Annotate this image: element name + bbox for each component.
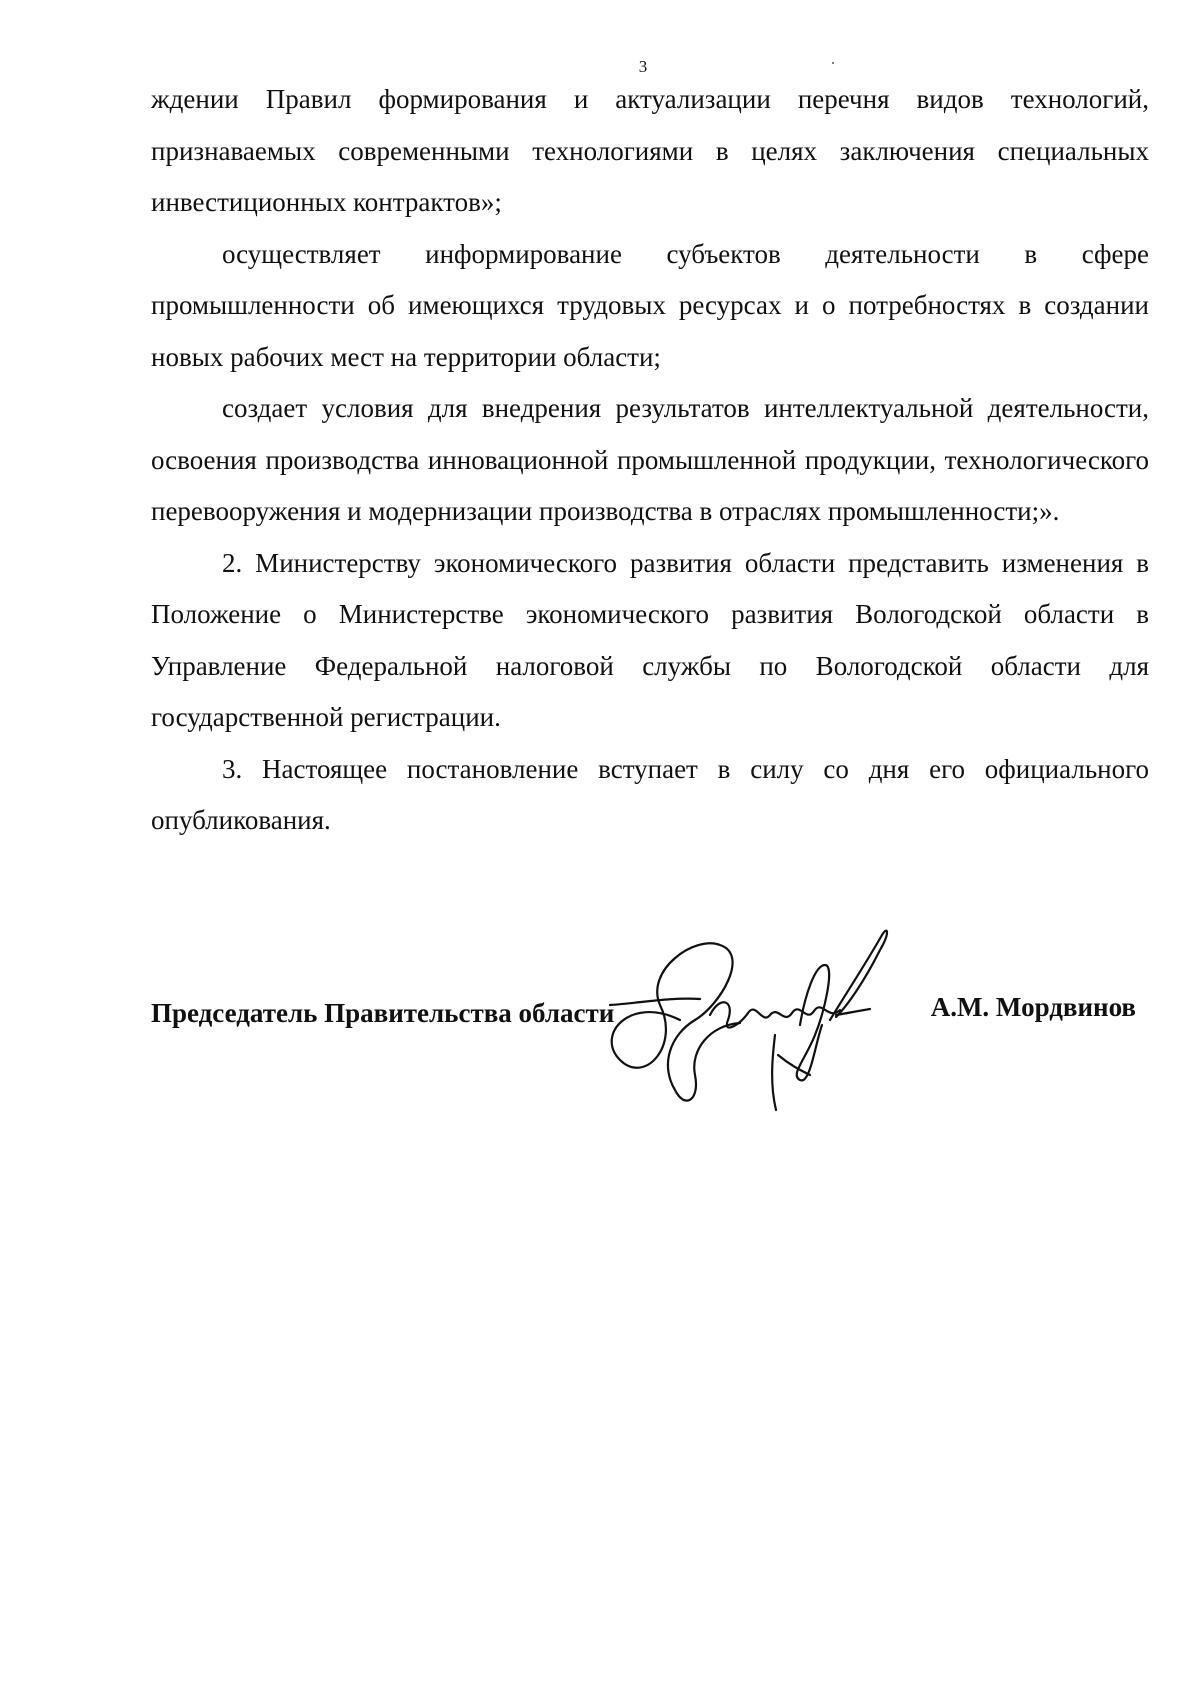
paragraph-2: осуществляет информирование субъектов деятельности в сфере промышленности об имеющихся трудовых ресурсах и о потребностях в создании новых рабочих мест на территории области; bbox=[151, 238, 1149, 372]
paragraph-1: ждении Правил формирования и актуализации перечня видов технологий, признаваемых современными технологиями в целях заключения специальных инвестиционных контрактов»; bbox=[151, 84, 1149, 217]
paragraph-5: 3. Настоящее постановление вступает в силу со дня его официального опубликования. bbox=[151, 753, 1149, 835]
paragraph-4: 2. Министерству экономического развития области представить изменения в Положение о Министерстве экономического развития Вологодской области в Управление Федеральной налоговой службы по Вологодской области для государственной регистрации. bbox=[151, 547, 1149, 732]
signatory-name: А.М. Мордвинов bbox=[930, 992, 1136, 1022]
signature-block bbox=[151, 993, 1149, 1033]
signatory-title: Председатель Правительства области bbox=[151, 998, 615, 1028]
document-body bbox=[151, 74, 1149, 847]
page-number: 3 bbox=[638, 57, 648, 76]
paragraph-3: создает условия для внедрения результатов интеллектуальной деятельности, освоения производства инновационной промышленной продукции, технологического перевооружения и модернизации производства в отраслях промышленности;». bbox=[151, 393, 1149, 526]
